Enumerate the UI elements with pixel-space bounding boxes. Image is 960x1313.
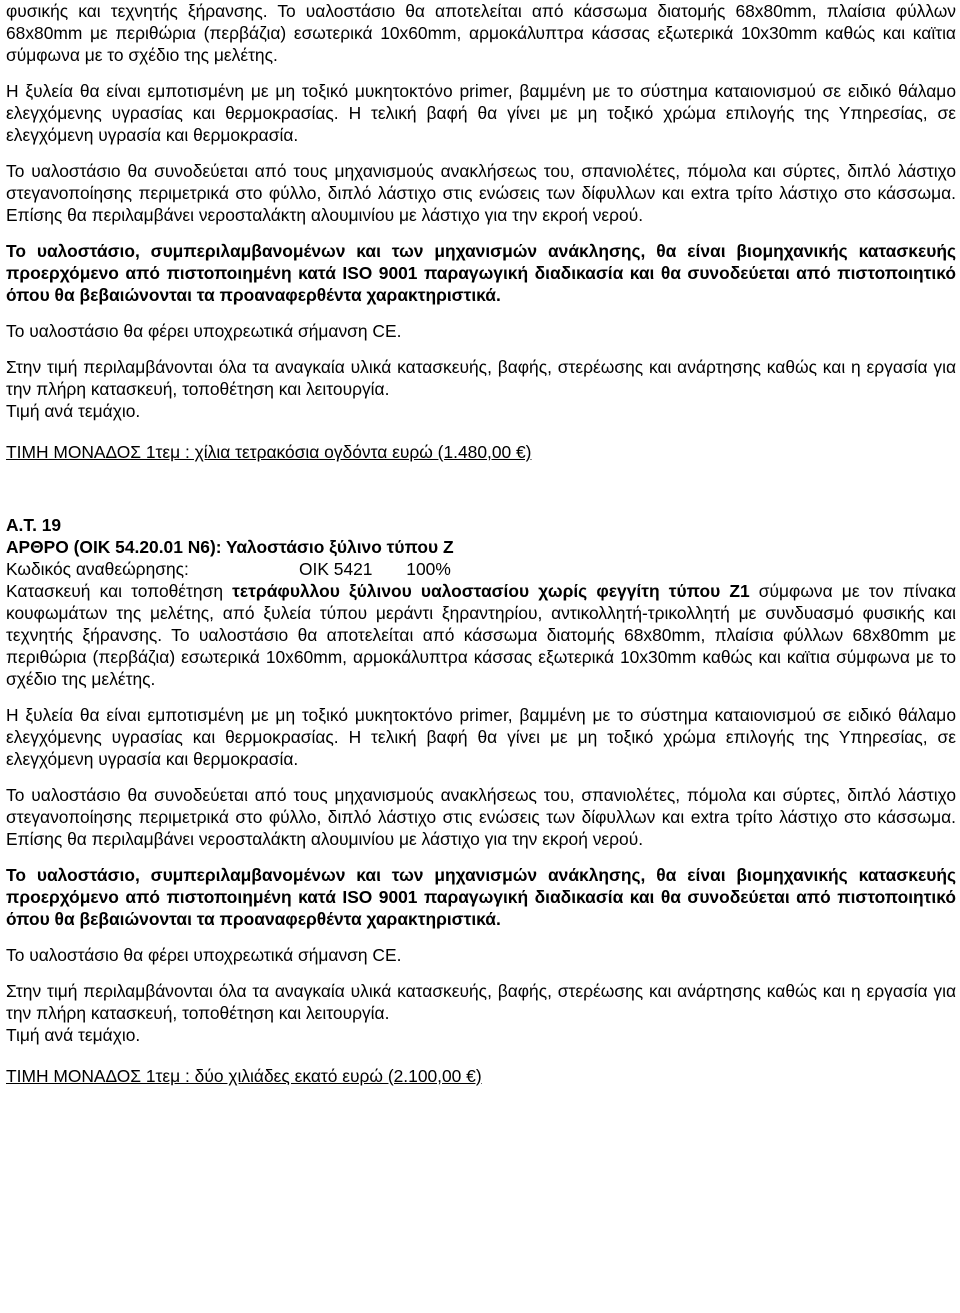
article-paragraph-price-inclusions: Στην τιμή περιλαμβάνονται όλα τα αναγκαία υλικά κατασκευής, βαφής, στερέωσης και ανάρτησης καθώς και η εργασία για την πλήρη κατασκευή, τοποθέτηση και λειτουργία.	[6, 981, 956, 1023]
description-intro: Κατασκευή και τοποθέτηση	[6, 581, 233, 601]
article-description	[6, 580, 956, 690]
unit-price-line: ΤΙΜΗ ΜΟΝΑΔΟΣ 1τεμ : χίλια τετρακόσια ογδόντα ευρώ (1.480,00 €)	[6, 442, 532, 462]
article-number: Α.Τ. 19	[6, 515, 62, 535]
revision-code-line	[6, 558, 956, 580]
paragraph-construction: φυσικής και τεχνητής ξήρανσης. Το υαλοστάσιο θα αποτελείται από κάσσωμα διατομής 68x80mm, πλαίσια φύλλων 68x80mm με περιθώρια (περβάζια) εσωτερικά 10x60mm, αρμοκάλυπτρα κάσσας εξωτερικά 10x30mm καθώς και καϊτια σύμφωνα με το σχέδιο της μελέτης.	[6, 1, 956, 65]
article-paragraph-certification: Το υαλοστάσιο, συμπεριλαμβανομένων και των μηχανισμών ανάκλησης, θα είναι βιομηχανικής κατασκευής προερχόμενο από πιστοποιημένη κατά ISO 9001 παραγωγική διαδικασία και θα συνοδεύεται από πιστοποιητικό όπου θα βεβαιώνονται τα προαναφερθέντα χαρακτηριστικά.	[6, 865, 956, 929]
article-paragraph-mechanisms: Το υαλοστάσιο θα συνοδεύεται από τους μηχανισμούς ανακλήσεως του, σπανιολέτες, πόμολα και σύρτες, διπλό λάστιχο στεγανοποίησης περιμετρικά στο φύλλο, διπλό λάστιχο στις ενώσεις των δίφυλλων και extra τρίτο λάστιχο στο κάσσωμα. Επίσης θα περιλαμβάνει νεροσταλάκτη αλουμινίου με λάστιχο για την εκροή νερού.	[6, 785, 956, 849]
description-details: σύμφωνα με τον πίνακα κουφωμάτων της μελέτης, από ξυλεία τύπου μεράντι ξηραντηρίου, αντικολλητή-τρικολλητή με συνδυασμό φυσικής και τεχνητής ξήρανσης. Το υαλοστάσιο θα αποτελείται από κάσσωμα διατομής 68x80mm, πλαίσια φύλλων 68x80mm με περιθώρια (περβάζια) εσωτερικά 10x60mm, αρμοκάλυπτρα κάσσας εξωτερικά 10x30mm καθώς και καϊτια σύμφωνα με το σχέδιο της μελέτης.	[6, 581, 956, 689]
paragraph-price-inclusions: Στην τιμή περιλαμβάνονται όλα τα αναγκαία υλικά κατασκευής, βαφής, στερέωσης και ανάρτησης καθώς και η εργασία για την πλήρη κατασκευή, τοποθέτηση και λειτουργία.	[6, 357, 956, 399]
article-paragraph-per-piece: Τιμή ανά τεμάχιο.	[6, 1025, 141, 1045]
article-unit-price-line: ΤΙΜΗ ΜΟΝΑΔΟΣ 1τεμ : δύο χιλιάδες εκατό ευρώ (2.100,00 €)	[6, 1066, 482, 1086]
paragraph-treatment: Η ξυλεία θα είναι εμποτισμένη με μη τοξικό μυκητοκτόνο primer, βαμμένη με το σύστημα καταιονισμού σε ειδικό θάλαμο ελεγχόμενης υγρασίας και θερμοκρασίας. Η τελική βαφή θα γίνει με μη τοξικό χρώμα επιλογής της Υπηρεσίας, σε ελεγχόμενη υγρασία και θερμοκρασία.	[6, 81, 956, 145]
article-title: ΑΡΘΡΟ (ΟΙΚ 54.20.01 Ν6): Υαλοστάσιο ξύλινο τύπου Ζ	[6, 537, 454, 557]
description-product: τετράφυλλου ξύλινου υαλοστασίου χωρίς φεγγίτη τύπου Ζ1	[232, 581, 750, 601]
paragraph-ce-marking: Το υαλοστάσιο θα φέρει υποχρεωτικά σήμανση CE.	[6, 321, 402, 341]
revision-code-label: Κωδικός αναθεώρησης:	[6, 559, 189, 579]
revision-code-value: ΟΙΚ 5421 100%	[299, 559, 451, 579]
paragraph-per-piece: Τιμή ανά τεμάχιο.	[6, 401, 141, 421]
article-paragraph-treatment: Η ξυλεία θα είναι εμποτισμένη με μη τοξικό μυκητοκτόνο primer, βαμμένη με το σύστημα καταιονισμού σε ειδικό θάλαμο ελεγχόμενης υγρασίας και θερμοκρασίας. Η τελική βαφή θα γίνει με μη τοξικό χρώμα επιλογής της Υπηρεσίας, σε ελεγχόμενη υγρασία και θερμοκρασία.	[6, 705, 956, 769]
paragraph-certification: Το υαλοστάσιο, συμπεριλαμβανομένων και των μηχανισμών ανάκλησης, θα είναι βιομηχανικής κατασκευής προερχόμενο από πιστοποιημένη κατά ISO 9001 παραγωγική διαδικασία και θα συνοδεύεται από πιστοποιητικό όπου θα βεβαιώνονται τα προαναφερθέντα χαρακτηριστικά.	[6, 241, 956, 305]
paragraph-mechanisms: Το υαλοστάσιο θα συνοδεύεται από τους μηχανισμούς ανακλήσεως του, σπανιολέτες, πόμολα και σύρτες, διπλό λάστιχο στεγανοποίησης περιμετρικά στο φύλλο, διπλό λάστιχο στις ενώσεις των δίφυλλων και extra τρίτο λάστιχο στο κάσσωμα. Επίσης θα περιλαμβάνει νεροσταλάκτη αλουμινίου με λάστιχο για την εκροή νερού.	[6, 161, 956, 225]
article-paragraph-ce-marking: Το υαλοστάσιο θα φέρει υποχρεωτικά σήμανση CE.	[6, 945, 402, 965]
